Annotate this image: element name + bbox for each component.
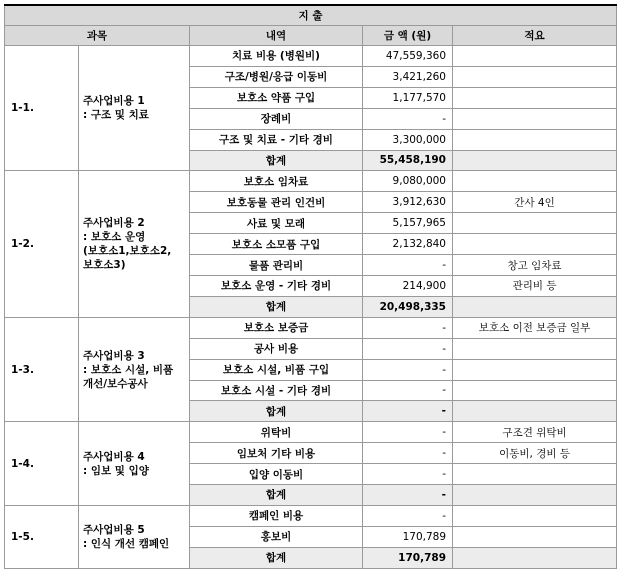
note-cell: 간사 4인 — [453, 192, 617, 213]
item-label: 보호소 운영 - 기타 경비 — [190, 275, 363, 296]
note-cell — [453, 46, 617, 67]
total-amount: - — [363, 401, 453, 422]
total-label: 합계 — [190, 547, 363, 568]
note-cell — [453, 359, 617, 380]
category-name-line: : 보호소 운영 — [83, 231, 146, 244]
note-cell — [453, 108, 617, 129]
total-label: 합계 — [190, 401, 363, 422]
category-name-line: 개선/보수공사 — [83, 377, 148, 390]
item-label: 공사 비용 — [190, 338, 363, 359]
note-cell: 구조견 위탁비 — [453, 422, 617, 443]
note-cell — [453, 129, 617, 150]
amount-cell: - — [363, 443, 453, 464]
item-label: 임보처 기타 비용 — [190, 443, 363, 464]
note-cell: 관리비 등 — [453, 275, 617, 296]
amount-cell: 47,559,360 — [363, 46, 453, 67]
amount-cell: - — [363, 505, 453, 526]
total-amount: 170,789 — [363, 547, 453, 568]
note-cell — [453, 505, 617, 526]
category-name-line: : 구조 및 치료 — [83, 109, 149, 122]
item-label: 입양 이동비 — [190, 464, 363, 485]
amount-cell: - — [363, 255, 453, 276]
table-row — [5, 171, 617, 192]
expense-table — [4, 4, 617, 569]
table-row — [5, 422, 617, 443]
item-label: 보호소 임차료 — [190, 171, 363, 192]
item-label: 보호소 약품 구입 — [190, 87, 363, 108]
amount-cell: - — [363, 317, 453, 338]
note-cell: 이동비, 경비 등 — [453, 443, 617, 464]
item-label: 장례비 — [190, 108, 363, 129]
amount-cell: - — [363, 380, 453, 401]
item-label: 위탁비 — [190, 422, 363, 443]
category-name — [79, 46, 190, 171]
note-cell — [453, 526, 617, 547]
header-item: 내역 — [190, 26, 363, 46]
amount-cell: 5,157,965 — [363, 213, 453, 234]
header-row — [5, 26, 617, 46]
total-amount: 55,458,190 — [363, 150, 453, 171]
category-code: 1-2. — [5, 171, 79, 317]
category-code: 1-3. — [5, 317, 79, 422]
category-name-line: 주사업비용 5 — [83, 523, 145, 536]
category-name-line: : 임보 및 입양 — [83, 464, 149, 477]
item-label: 사료 및 모래 — [190, 213, 363, 234]
total-amount: 20,498,335 — [363, 296, 453, 317]
category-name — [79, 422, 190, 506]
note-cell — [453, 464, 617, 485]
amount-cell: 3,912,630 — [363, 192, 453, 213]
amount-cell: - — [363, 359, 453, 380]
amount-cell: - — [363, 422, 453, 443]
table-row — [5, 317, 617, 338]
item-label: 구조/병원/응급 이동비 — [190, 66, 363, 87]
note-cell: 창고 임차료 — [453, 255, 617, 276]
total-note — [453, 547, 617, 568]
table-body — [5, 46, 617, 569]
item-label: 보호동물 관리 인건비 — [190, 192, 363, 213]
table-row — [5, 505, 617, 526]
category-name — [79, 171, 190, 317]
note-cell — [453, 87, 617, 108]
category-name-line: : 인식 개선 캠페인 — [83, 537, 170, 550]
note-cell — [453, 171, 617, 192]
total-label: 합계 — [190, 296, 363, 317]
category-name-line: 보호소3) — [83, 259, 126, 272]
item-label: 보호소 시설, 비품 구입 — [190, 359, 363, 380]
item-label: 치료 비용 (병원비) — [190, 46, 363, 67]
amount-cell: 3,300,000 — [363, 129, 453, 150]
total-label: 합계 — [190, 150, 363, 171]
amount-cell: - — [363, 338, 453, 359]
amount-cell: 214,900 — [363, 275, 453, 296]
item-label: 구조 및 치료 - 기타 경비 — [190, 129, 363, 150]
category-name-line: : 보호소 시설, 비품 — [83, 363, 174, 376]
item-label: 보호소 시설 - 기타 경비 — [190, 380, 363, 401]
item-label: 캠페인 비용 — [190, 505, 363, 526]
header-category: 과목 — [5, 26, 190, 46]
note-cell — [453, 338, 617, 359]
table-row — [5, 46, 617, 67]
category-name-line: 주사업비용 2 — [83, 217, 145, 230]
header-note: 적요 — [453, 26, 617, 46]
category-code: 1-5. — [5, 505, 79, 568]
item-label: 홍보비 — [190, 526, 363, 547]
amount-cell: 3,421,260 — [363, 66, 453, 87]
note-cell — [453, 380, 617, 401]
title-row — [5, 5, 617, 26]
amount-cell: 9,080,000 — [363, 171, 453, 192]
table-title: 지 출 — [5, 5, 617, 26]
total-note — [453, 485, 617, 506]
category-name-line: 주사업비용 4 — [83, 450, 145, 463]
category-name — [79, 317, 190, 422]
note-cell — [453, 213, 617, 234]
total-note — [453, 296, 617, 317]
note-cell: 보호소 이전 보증금 일부 — [453, 317, 617, 338]
category-name — [79, 505, 190, 568]
amount-cell: 1,177,570 — [363, 87, 453, 108]
header-amount: 금 액 (원) — [363, 26, 453, 46]
category-name-line: (보호소1,보호소2, — [83, 245, 172, 258]
total-label: 합계 — [190, 485, 363, 506]
amount-cell: 2,132,840 — [363, 234, 453, 255]
total-note — [453, 150, 617, 171]
note-cell — [453, 234, 617, 255]
category-name-line: 주사업비용 1 — [83, 95, 145, 108]
item-label: 물품 관리비 — [190, 255, 363, 276]
category-name-line: 주사업비용 3 — [83, 349, 145, 362]
amount-cell: 170,789 — [363, 526, 453, 547]
category-code: 1-4. — [5, 422, 79, 506]
amount-cell: - — [363, 464, 453, 485]
amount-cell: - — [363, 108, 453, 129]
note-cell — [453, 66, 617, 87]
total-note — [453, 401, 617, 422]
total-amount: - — [363, 485, 453, 506]
item-label: 보호소 보증금 — [190, 317, 363, 338]
item-label: 보호소 소모품 구입 — [190, 234, 363, 255]
category-code: 1-1. — [5, 46, 79, 171]
